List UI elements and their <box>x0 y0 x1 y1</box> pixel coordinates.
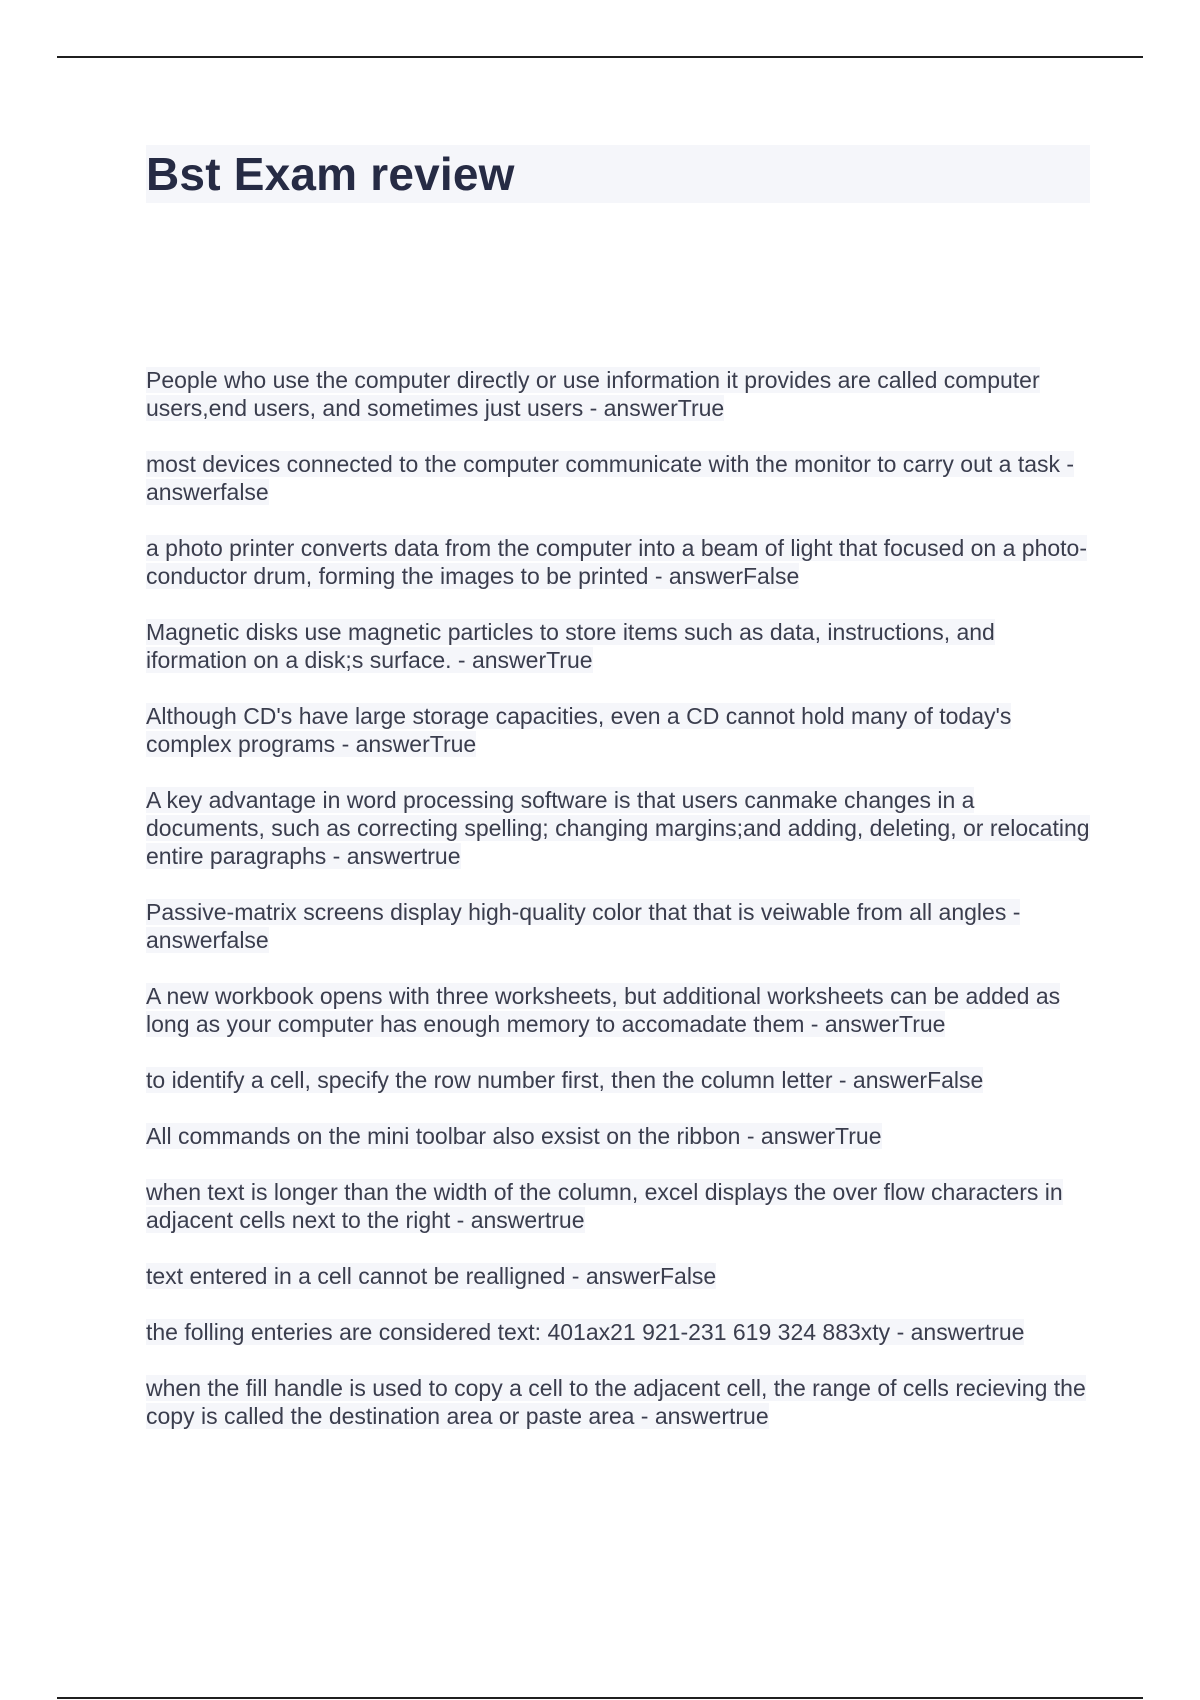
qa-text: to identify a cell, specify the row number first, then the column letter - answerFalse <box>146 1067 984 1093</box>
top-rule <box>57 56 1143 58</box>
qa-list <box>146 366 1096 1458</box>
qa-text: A new workbook opens with three worksheets, but additional worksheets can be added as long as your computer has enough memory to accomadate them - answerTrue <box>146 983 1061 1037</box>
page-title: Bst Exam review <box>146 148 515 200</box>
qa-text: Magnetic disks use magnetic particles to store items such as data, instructions, and iformation on a disk;s surface. - answerTrue <box>146 619 995 673</box>
list-item <box>146 898 1096 954</box>
list-item <box>146 702 1096 758</box>
bottom-rule <box>57 1697 1143 1699</box>
list-item <box>146 786 1096 870</box>
list-item <box>146 982 1096 1038</box>
qa-text: the folling enteries are considered text: 401ax21 921-231 619 324 883xty - answertrue <box>146 1319 1025 1345</box>
list-item <box>146 534 1096 590</box>
list-item <box>146 618 1096 674</box>
qa-text: most devices connected to the computer communicate with the monitor to carry out a task - answerfalse <box>146 451 1075 505</box>
list-item <box>146 1122 1096 1150</box>
qa-text: People who use the computer directly or use information it provides are called computer users,end users, and sometimes just users - answerTrue <box>146 367 1040 421</box>
list-item <box>146 1178 1096 1234</box>
list-item <box>146 1374 1096 1430</box>
qa-text: when text is longer than the width of the column, excel displays the over flow characters in adjacent cells next to the right - answertrue <box>146 1179 1063 1233</box>
qa-text: Passive-matrix screens display high-quality color that that is veiwable from all angles - answerfalse <box>146 899 1021 953</box>
list-item <box>146 1262 1096 1290</box>
qa-text: a photo printer converts data from the computer into a beam of light that focused on a photo-conductor drum, forming the images to be printed - answerFalse <box>146 535 1088 589</box>
list-item <box>146 1318 1096 1346</box>
list-item <box>146 366 1096 422</box>
qa-text: All commands on the mini toolbar also exsist on the ribbon - answerTrue <box>146 1123 882 1149</box>
qa-text: when the fill handle is used to copy a cell to the adjacent cell, the range of cells recieving the copy is called the destination area or paste area - answertrue <box>146 1375 1086 1429</box>
list-item <box>146 450 1096 506</box>
qa-text: text entered in a cell cannot be realligned - answerFalse <box>146 1263 717 1289</box>
list-item <box>146 1066 1096 1094</box>
qa-text: A key advantage in word processing software is that users canmake changes in a documents, such as correcting spelling; changing margins;and adding, deleting, or relocating entire paragraphs - answertrue <box>146 787 1090 869</box>
qa-text: Although CD's have large storage capacities, even a CD cannot hold many of today's complex programs - answerTrue <box>146 703 1012 757</box>
